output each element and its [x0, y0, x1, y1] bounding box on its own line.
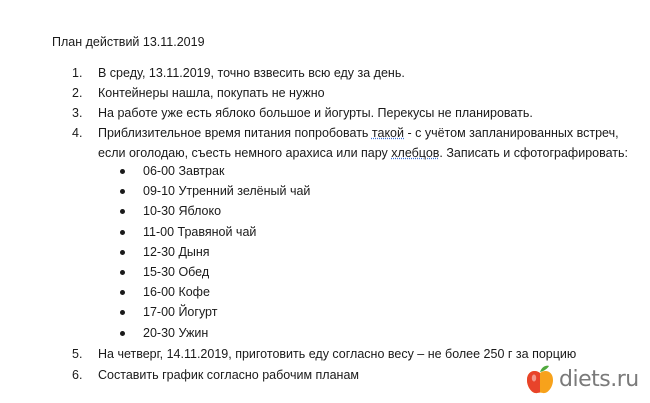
bullet-icon	[120, 169, 125, 174]
schedule-item: 15-30 Обед	[118, 262, 310, 282]
bullet-icon	[120, 290, 125, 295]
list-text: Контейнеры нашла, покупать не нужно	[98, 86, 325, 100]
list-number: 1.	[72, 66, 83, 80]
schedule-list	[118, 161, 310, 343]
schedule-item: 16-00 Кофе	[118, 282, 310, 302]
watermark-text: diets.ru	[559, 366, 639, 392]
schedule-item: 09-10 Утренний зелёный чай	[118, 181, 310, 201]
list-text-part: . Записать и сфотографировать:	[439, 146, 628, 160]
bullet-icon	[120, 310, 125, 315]
list-text-part: Приблизительное время питания попробовать	[98, 126, 372, 140]
list-text-part: если оголодаю, съесть немного арахиса или пару	[98, 146, 392, 160]
bullet-icon	[120, 331, 125, 336]
bullet-icon	[120, 209, 125, 214]
list-item-1	[72, 63, 405, 83]
list-item-5	[72, 344, 576, 364]
bullet-icon	[120, 270, 125, 275]
list-number: 6.	[72, 368, 83, 382]
list-text: На работе уже есть яблоко большое и йогурты. Перекусы не планировать.	[98, 106, 533, 120]
list-item-6	[72, 365, 359, 385]
document-title: План действий 13.11.2019	[52, 35, 205, 49]
list-number: 2.	[72, 86, 83, 100]
list-text: На четверг, 14.11.2019, приготовить еду согласно весу – не более 250 г за порцию	[98, 347, 577, 361]
bullet-icon	[120, 250, 125, 255]
schedule-item: 17-00 Йогурт	[118, 302, 310, 322]
list-text: В среду, 13.11.2019, точно взвесить всю еду за день.	[98, 66, 405, 80]
schedule-item: 12-30 Дыня	[118, 242, 310, 262]
bullet-icon	[120, 189, 125, 194]
list-number: 5.	[72, 347, 83, 361]
list-item-3	[72, 103, 533, 123]
list-number: 3.	[72, 106, 83, 120]
list-number: 4.	[72, 126, 83, 140]
list-text: Составить график согласно рабочим планам	[98, 368, 359, 382]
list-item-4	[72, 123, 628, 163]
spellcheck-word: такой	[371, 126, 404, 140]
bullet-icon	[120, 230, 125, 235]
diets-watermark	[525, 362, 639, 396]
list-text-part: - с учётом запланированных встреч,	[404, 126, 619, 140]
list-text	[98, 123, 628, 163]
spellcheck-word: хлебцов	[391, 146, 440, 160]
schedule-item: 06-00 Завтрак	[118, 161, 310, 181]
list-item-2	[72, 83, 325, 103]
apple-icon	[525, 363, 555, 395]
schedule-item: 10-30 Яблоко	[118, 201, 310, 221]
schedule-item: 11-00 Травяной чай	[118, 222, 310, 242]
schedule-item: 20-30 Ужин	[118, 323, 310, 343]
